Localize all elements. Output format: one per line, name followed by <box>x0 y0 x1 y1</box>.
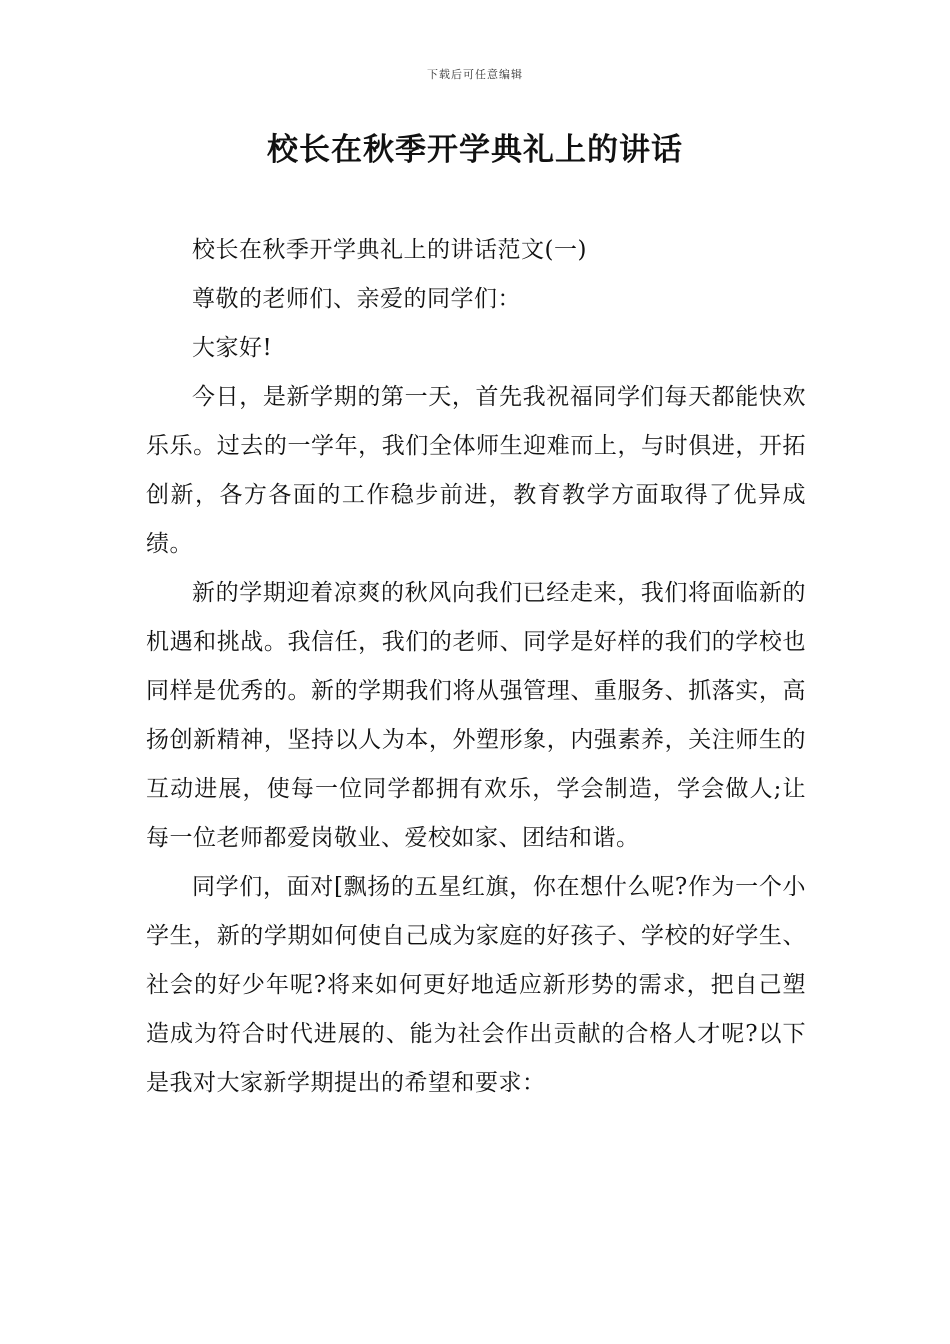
document-body <box>146 226 806 1108</box>
body-paragraph: 同学们，面对[飘扬的五星红旗，你在想什么呢?作为一个小学生，新的学期如何使自己成为家庭的好孩子、学校的好学生、社会的好少年呢?将来如何更好地适应新形势的需求，把自己塑造成为符合时代进展的、能为社会作出贡献的合格人才呢?以下是我对大家新学期提出的希望和要求： <box>146 874 806 1096</box>
salutation-paragraph: 尊敬的老师们、亲爱的同学们： <box>192 286 521 312</box>
body-paragraph: 新的学期迎着凉爽的秋风向我们已经走来，我们将面临新的机遇和挑战。我信任，我们的老师、同学是好样的我们的学校也同样是优秀的。新的学期我们将从强管理、重服务、抓落实，高扬创新精神，坚持以人为本，外塑形象，内强素养，关注师生的互动进展，使每一位同学都拥有欢乐，学会制造，学会做人;让每一位老师都爱岗敬业、爱校如家、团结和谐。 <box>146 580 806 851</box>
document-title: 校长在秋季开学典礼上的讲话 <box>267 132 683 168</box>
header-note: 下载后可任意编辑 <box>427 68 523 81</box>
body-paragraph: 今日，是新学期的第一天，首先我祝福同学们每天都能快欢乐乐。过去的一学年，我们全体师生迎难而上，与时俱进，开拓创新，各方各面的工作稳步前进，教育教学方面取得了优异成绩。 <box>146 384 806 557</box>
subtitle-paragraph: 校长在秋季开学典礼上的讲话范文(一) <box>192 237 587 263</box>
greeting-paragraph: 大家好! <box>192 335 273 361</box>
